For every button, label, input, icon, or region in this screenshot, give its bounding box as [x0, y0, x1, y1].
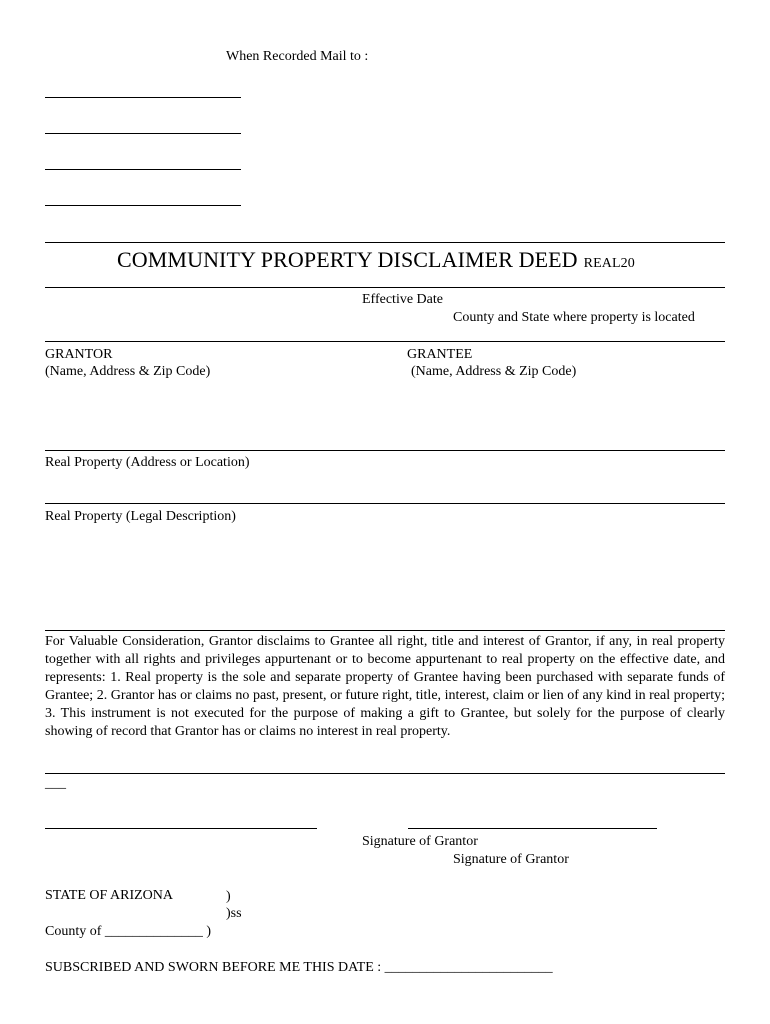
signature-label-2: Signature of Grantor: [453, 852, 569, 867]
grantor-signature-line-1[interactable]: [45, 828, 317, 829]
grantor-sublabel: (Name, Address & Zip Code): [45, 364, 211, 379]
divider: [45, 450, 725, 451]
divider: [45, 773, 725, 774]
property-legal-label: Real Property (Legal Description): [45, 509, 236, 524]
divider: [45, 341, 725, 342]
form-code: REAL20: [583, 256, 635, 271]
state-paren: ): [226, 889, 231, 904]
grantor-label: GRANTOR: [45, 347, 113, 362]
stub-line: ___: [45, 776, 66, 791]
county-state-label: County and State where property is located: [453, 310, 695, 325]
grantor-signature-line-2[interactable]: [408, 828, 657, 829]
ss-mark: )ss: [226, 906, 242, 921]
mail-address-line-2[interactable]: [45, 133, 241, 134]
mail-address-line-4[interactable]: [45, 205, 241, 206]
disclaimer-paragraph: For Valuable Consideration, Grantor disclaims to Grantee all right, title and interest of Grantor, if any, in real property together with all rights and privileges appurtenant or to become appurtenant to real property on the effective date, and represents: 1. Real property is the sole and separate property of Grantee having been purchased with separate funds of Grantee; 2. Grantor has or claims no past, present, or future right, title, interest, claim or lien of any kind in real property; 3. This instrument is not executed for the purpose of making a gift to Grantee, but solely for the purpose of clearly showing of record that Grantor has or claims no interest in real property.: [45, 634, 725, 739]
effective-date-label: Effective Date: [362, 292, 443, 307]
property-address-label: Real Property (Address or Location): [45, 455, 250, 470]
mail-address-line-3[interactable]: [45, 169, 241, 170]
grantee-label: GRANTEE: [407, 347, 473, 362]
signature-label-1: Signature of Grantor: [362, 834, 478, 849]
divider: [45, 630, 725, 631]
county-of-line: County of ______________ ): [45, 924, 212, 939]
divider: [45, 503, 725, 504]
recorded-mail-label: When Recorded Mail to :: [226, 49, 369, 64]
document-title: [117, 247, 635, 273]
title-main: COMMUNITY PROPERTY DISCLAIMER DEED: [117, 247, 578, 272]
divider: [45, 242, 725, 243]
divider: [45, 287, 725, 288]
mail-address-line-1[interactable]: [45, 97, 241, 98]
grantee-sublabel: (Name, Address & Zip Code): [411, 364, 577, 379]
subscribed-sworn-line: SUBSCRIBED AND SWORN BEFORE ME THIS DATE : ________________________: [45, 960, 553, 975]
state-label: STATE OF ARIZONA: [45, 888, 173, 903]
